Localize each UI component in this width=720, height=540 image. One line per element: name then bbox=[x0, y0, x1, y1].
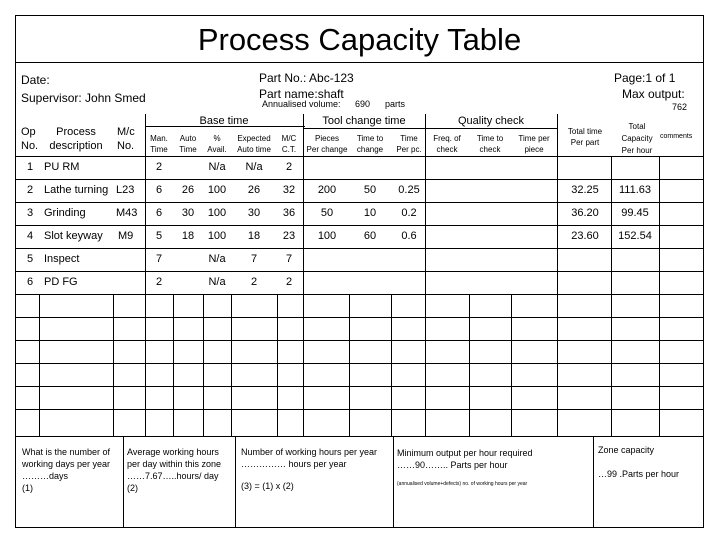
date-label: Date: bbox=[21, 73, 50, 87]
cell-man-time: 2 bbox=[155, 276, 163, 288]
col-tool-change-time: Tool change time bbox=[322, 115, 406, 127]
col-op-no: Op No. bbox=[21, 126, 39, 152]
working-hours-box: Average working hours per day within this zone ……7.67…..hours/ day (2) bbox=[127, 447, 222, 493]
part-number: Part No.: Abc-123 bbox=[259, 71, 354, 85]
col-total-capacity: Total Capacity Per hour bbox=[621, 122, 653, 155]
zone-capacity-value: …99 .Parts per hour bbox=[598, 469, 680, 479]
col-time-to-change: Time to change bbox=[356, 134, 384, 154]
cell-pieces-per-change: 100 bbox=[317, 230, 337, 242]
cell-total-time: 32.25 bbox=[571, 184, 599, 196]
cell-process-description: Grinding bbox=[44, 207, 86, 219]
cell-total-time: 23.60 bbox=[571, 230, 599, 242]
cell-time-to-change: 10 bbox=[363, 207, 377, 219]
cell-time-per-piece: 0.25 bbox=[398, 184, 420, 196]
cell-machine-cycle-time: 32 bbox=[282, 184, 296, 196]
cell-percent-available: 100 bbox=[207, 230, 227, 242]
cell-op-no: 4 bbox=[27, 230, 34, 242]
annualised-volume-value: 690 bbox=[355, 99, 371, 109]
cell-process-description: PU RM bbox=[44, 161, 80, 173]
cell-expected-auto-time: 7 bbox=[250, 253, 258, 265]
page-title: Process Capacity Table bbox=[197, 22, 522, 57]
cell-machine-cycle-time: 2 bbox=[285, 161, 293, 173]
col-man-time: Man. Time bbox=[150, 134, 168, 154]
cell-machine-no: M43 bbox=[116, 207, 138, 219]
cell-machine-cycle-time: 7 bbox=[285, 253, 293, 265]
cell-op-no: 5 bbox=[27, 253, 34, 265]
col-process-description: Process description bbox=[49, 126, 103, 152]
cell-time-to-change: 60 bbox=[363, 230, 377, 242]
annualised-volume-label: Annualised volume: bbox=[262, 99, 341, 109]
cell-percent-available: N/a bbox=[208, 161, 226, 173]
cell-man-time: 6 bbox=[155, 207, 163, 219]
hours-per-year-formula: (3) = (1) x (2) bbox=[241, 481, 294, 491]
cell-time-to-change: 50 bbox=[363, 184, 377, 196]
col-time-to-check: Time to check bbox=[476, 134, 504, 154]
hours-per-year-box: Number of working hours per year …………… hours per year bbox=[241, 447, 378, 469]
min-output-formula: (annualised volume+defects) no. of working hours per year bbox=[397, 481, 528, 487]
cell-pieces-per-change: 200 bbox=[317, 184, 337, 196]
working-days-box: What is the number of working days per year ………days (1) bbox=[22, 447, 111, 493]
cell-total-time: 36.20 bbox=[571, 207, 599, 219]
cell-op-no: 6 bbox=[27, 276, 34, 288]
col-quality-check: Quality check bbox=[457, 115, 525, 127]
part-name: Part name:shaft bbox=[259, 87, 344, 101]
cell-total-capacity: 111.63 bbox=[618, 184, 651, 196]
cell-expected-auto-time: N/a bbox=[245, 161, 263, 173]
cell-machine-no: M9 bbox=[118, 230, 134, 242]
annualised-volume-unit: parts bbox=[385, 99, 406, 109]
cell-machine-no: L23 bbox=[116, 184, 135, 196]
col-check-frequency: Freq. of check bbox=[433, 134, 461, 154]
cell-man-time: 2 bbox=[155, 161, 163, 173]
cell-auto-time: 18 bbox=[181, 230, 195, 242]
cell-percent-available: 100 bbox=[207, 207, 227, 219]
cell-time-per-piece: 0.6 bbox=[401, 230, 417, 242]
col-pieces-per-change: Pieces Per change bbox=[306, 134, 348, 154]
cell-process-description: Inspect bbox=[44, 253, 80, 265]
cell-expected-auto-time: 30 bbox=[247, 207, 261, 219]
col-percent-available: % Avail. bbox=[207, 134, 227, 154]
cell-pieces-per-change: 50 bbox=[320, 207, 334, 219]
cell-machine-cycle-time: 36 bbox=[282, 207, 296, 219]
cell-op-no: 3 bbox=[27, 207, 34, 219]
cell-process-description: Lathe turning bbox=[44, 184, 109, 196]
cell-op-no: 1 bbox=[27, 161, 34, 173]
max-output-value: 762 bbox=[672, 102, 688, 112]
col-expected-auto-time: Expected Auto time bbox=[237, 134, 271, 154]
col-auto-time: Auto Time bbox=[179, 134, 197, 154]
cell-time-per-piece: 0.2 bbox=[401, 207, 417, 219]
cell-total-capacity: 152.54 bbox=[618, 230, 652, 242]
max-output-label: Max output: bbox=[622, 87, 685, 101]
cell-machine-cycle-time: 2 bbox=[285, 276, 293, 288]
col-base-time: Base time bbox=[199, 115, 249, 127]
col-check-time-per-piece: Time per piece bbox=[518, 134, 550, 154]
cell-percent-available: 100 bbox=[207, 184, 227, 196]
zone-capacity-label: Zone capacity bbox=[598, 445, 655, 455]
cell-percent-available: N/a bbox=[208, 276, 226, 288]
col-total-time-per-part: Total time Per part bbox=[567, 127, 603, 147]
min-output-box: Minimum output per hour required ……90…….. Parts per hour bbox=[397, 448, 533, 470]
cell-total-capacity: 99.45 bbox=[621, 207, 649, 219]
col-comments: comments bbox=[660, 133, 693, 140]
cell-man-time: 7 bbox=[155, 253, 163, 265]
cell-expected-auto-time: 26 bbox=[247, 184, 261, 196]
col-machine-no: M/c No. bbox=[117, 126, 135, 152]
supervisor-label: Supervisor: John Smed bbox=[21, 91, 146, 105]
cell-man-time: 6 bbox=[155, 184, 163, 196]
page-indicator: Page:1 of 1 bbox=[614, 71, 676, 85]
col-time-per-piece: Time Per pc. bbox=[396, 134, 422, 154]
col-machine-cycle-time: M/C C.T. bbox=[281, 134, 297, 154]
cell-expected-auto-time: 2 bbox=[250, 276, 258, 288]
cell-process-description: PD FG bbox=[44, 276, 78, 288]
cell-machine-cycle-time: 23 bbox=[282, 230, 296, 242]
cell-auto-time: 26 bbox=[181, 184, 195, 196]
cell-percent-available: N/a bbox=[208, 253, 226, 265]
cell-process-description: Slot keyway bbox=[44, 230, 103, 242]
cell-man-time: 5 bbox=[155, 230, 163, 242]
cell-auto-time: 30 bbox=[181, 207, 195, 219]
cell-op-no: 2 bbox=[27, 184, 34, 196]
cell-expected-auto-time: 18 bbox=[247, 230, 261, 242]
